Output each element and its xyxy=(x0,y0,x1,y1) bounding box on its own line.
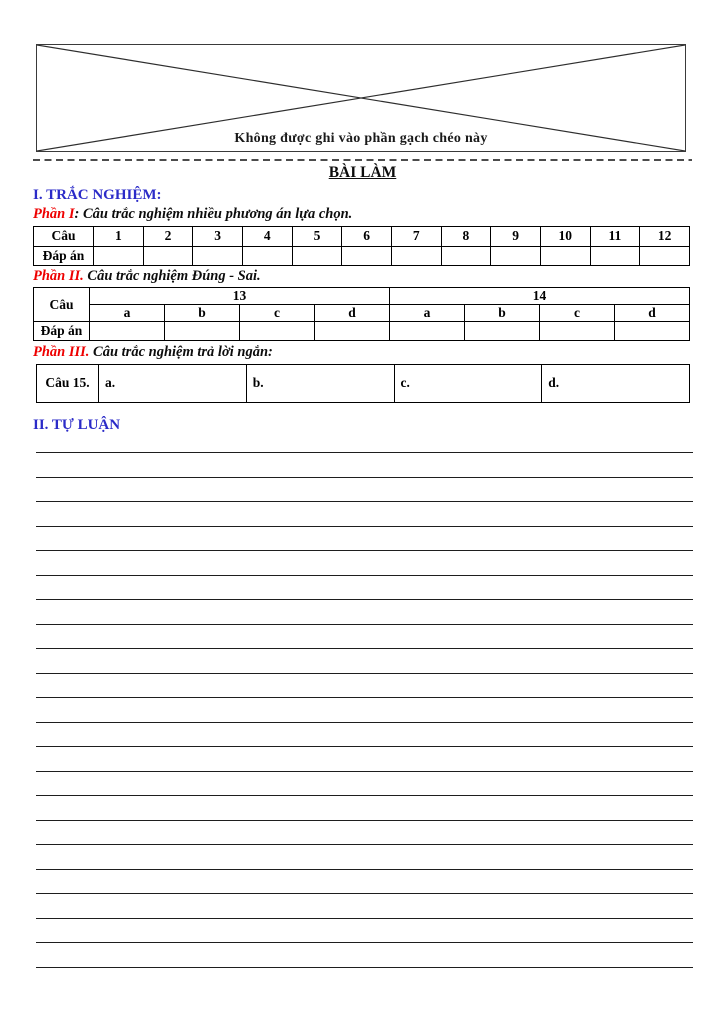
question-13-header: 13 xyxy=(90,288,390,305)
essay-writing-line xyxy=(36,723,693,748)
short-answer-cell-a: a. xyxy=(99,364,247,402)
short-answer-table xyxy=(36,364,690,403)
essay-writing-line xyxy=(36,478,693,503)
section-trac-nghiem-title: I. TRẮC NGHIỆM: xyxy=(33,187,162,203)
table-row xyxy=(34,288,690,305)
option-letter: d xyxy=(615,305,690,322)
multiple-choice-answer-table xyxy=(33,226,690,266)
question-15-label: Câu 15. xyxy=(37,364,99,402)
answer-cell xyxy=(90,322,165,341)
section-tu-luan-title: II. TỰ LUẬN xyxy=(33,416,121,433)
part-1-heading xyxy=(33,205,692,224)
essay-writing-line xyxy=(36,674,693,699)
option-letter: a xyxy=(390,305,465,322)
question-number: 4 xyxy=(242,227,292,247)
essay-writing-line xyxy=(36,453,693,478)
question-number: 12 xyxy=(640,227,690,247)
short-answer-cell-d: d. xyxy=(542,364,690,402)
question-number: 10 xyxy=(540,227,590,247)
part-3-desc: Câu trắc nghiệm trả lời ngắn: xyxy=(89,343,273,360)
essay-writing-line xyxy=(36,870,693,895)
essay-writing-line xyxy=(36,943,693,968)
question-number: 6 xyxy=(342,227,392,247)
essay-writing-line xyxy=(36,796,693,821)
part-2-label: Phần II. xyxy=(33,268,84,284)
essay-writing-line xyxy=(36,527,693,552)
short-answer-cell-c: c. xyxy=(394,364,542,402)
essay-writing-line xyxy=(36,894,693,919)
table-row xyxy=(34,305,690,322)
option-letter: c xyxy=(240,305,315,322)
answer-cell xyxy=(441,246,491,266)
part-3-label: Phần III. xyxy=(33,343,90,360)
option-letter: a xyxy=(90,305,165,322)
essay-writing-line xyxy=(36,600,693,625)
answer-row-label: Đáp án xyxy=(34,246,94,266)
question-14-header: 14 xyxy=(390,288,690,305)
part-1-desc: : Câu trắc nghiệm nhiều phương án lựa chọn. xyxy=(74,206,353,222)
answer-cell xyxy=(94,246,144,266)
answer-cell xyxy=(315,322,390,341)
no-write-warning: Không được ghi vào phần gạch chéo này xyxy=(234,131,488,146)
answer-cell xyxy=(640,246,690,266)
answer-cell xyxy=(342,246,392,266)
answer-cell xyxy=(590,246,640,266)
answer-cell xyxy=(143,246,193,266)
essay-writing-line xyxy=(36,434,693,454)
question-number: 1 xyxy=(94,227,144,247)
question-number: 2 xyxy=(143,227,193,247)
question-row-label: Câu xyxy=(34,227,94,247)
essay-writing-line xyxy=(36,698,693,723)
question-corner-label: Câu xyxy=(34,288,90,322)
answer-cell xyxy=(242,246,292,266)
essay-writing-line xyxy=(36,821,693,846)
essay-writing-line xyxy=(36,551,693,576)
short-answer-cell-b: b. xyxy=(246,364,394,402)
essay-writing-line xyxy=(36,649,693,674)
page-title: BÀI LÀM xyxy=(328,164,397,181)
answer-cell xyxy=(465,322,540,341)
essay-writing-line xyxy=(36,625,693,650)
part-1-label: Phần I xyxy=(33,206,75,222)
part-2-heading xyxy=(33,267,692,286)
answer-cell xyxy=(391,246,441,266)
answer-cell xyxy=(165,322,240,341)
answer-cell xyxy=(615,322,690,341)
essay-writing-line xyxy=(36,845,693,870)
option-letter: b xyxy=(465,305,540,322)
table-row xyxy=(34,227,690,247)
answer-cell xyxy=(491,246,541,266)
option-letter: d xyxy=(315,305,390,322)
answer-cell xyxy=(292,246,342,266)
answer-cell xyxy=(540,246,590,266)
dashed-separator xyxy=(33,159,692,161)
part-3-heading xyxy=(33,343,692,362)
answer-cell xyxy=(390,322,465,341)
table-row xyxy=(37,364,690,402)
essay-writing-line xyxy=(36,919,693,944)
option-letter: c xyxy=(540,305,615,322)
essay-writing-line xyxy=(36,747,693,772)
answer-cell xyxy=(540,322,615,341)
question-number: 9 xyxy=(491,227,541,247)
question-number: 11 xyxy=(590,227,640,247)
question-number: 8 xyxy=(441,227,491,247)
option-letter: b xyxy=(165,305,240,322)
answer-row-label: Đáp án xyxy=(34,322,90,341)
essay-writing-line xyxy=(36,502,693,527)
answer-cell xyxy=(193,246,243,266)
essay-lines xyxy=(36,434,693,968)
part-2-desc: Câu trắc nghiệm Đúng - Sai. xyxy=(83,268,261,284)
question-number: 3 xyxy=(193,227,243,247)
essay-writing-line xyxy=(36,772,693,797)
true-false-answer-table xyxy=(33,287,690,341)
no-write-box xyxy=(36,44,686,152)
question-number: 7 xyxy=(391,227,441,247)
answer-cell xyxy=(240,322,315,341)
table-row xyxy=(34,322,690,341)
question-number: 5 xyxy=(292,227,342,247)
table-row xyxy=(34,246,690,266)
essay-writing-line xyxy=(36,576,693,601)
